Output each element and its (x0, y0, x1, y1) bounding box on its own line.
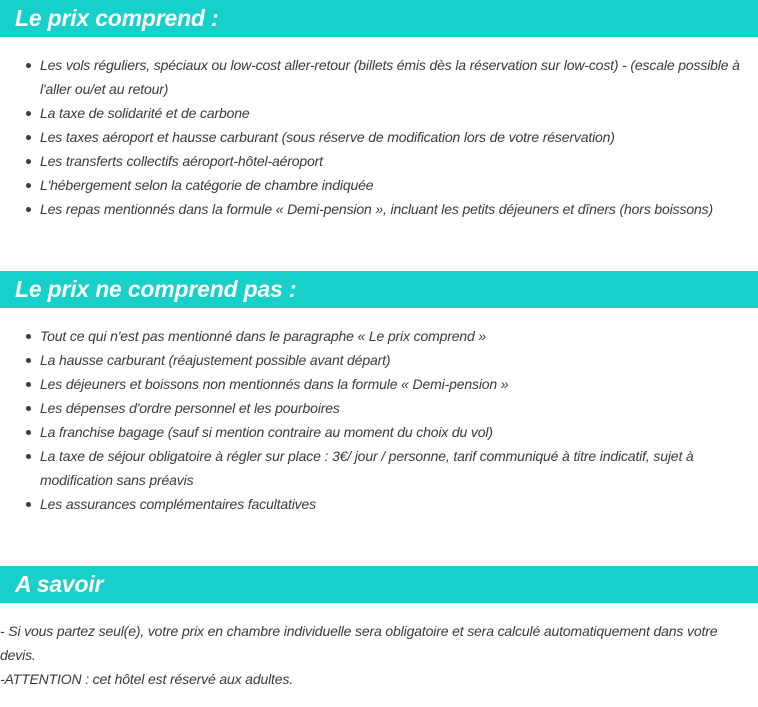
note-text: -ATTENTION : cet hôtel est réservé aux adultes. (0, 671, 294, 687)
bullet-icon (26, 502, 31, 507)
list-item (0, 173, 758, 197)
list-item (0, 396, 758, 420)
list-item-text: Les repas mentionnés dans la formule « Demi-pension », incluant les petits déjeuners et dîners (hors boissons) (40, 201, 713, 217)
bullet-icon (26, 183, 31, 188)
list-item-text: Les assurances complémentaires facultatives (40, 496, 317, 512)
list-item-text: Les taxes aéroport et hausse carburant (sous réserve de modification lors de votre réservation) (40, 129, 615, 145)
list-item (0, 101, 758, 125)
note-text: - Si vous partez seul(e), votre prix en chambre individuelle sera obligatoire et sera calculé automatiquement dans votre devis. (0, 623, 718, 663)
bullet-icon (26, 382, 31, 387)
list-item-text: Tout ce qui n'est pas mentionné dans le paragraphe « Le prix comprend » (40, 328, 487, 344)
list-item (0, 197, 758, 221)
list-item (0, 324, 758, 348)
bullet-icon (26, 406, 31, 411)
bullet-icon (26, 454, 31, 459)
list-item-text: L'hébergement selon la catégorie de chambre indiquée (40, 177, 374, 193)
list-item (0, 444, 758, 492)
section-header-not-included (0, 271, 758, 308)
included-list (0, 53, 758, 221)
bullet-icon (26, 63, 31, 68)
bullet-icon (26, 159, 31, 164)
bullet-icon (26, 111, 31, 116)
list-item-text: Les vols réguliers, spéciaux ou low-cost aller-retour (billets émis dès la réservation sur low-cost) - (escale possible à l'aller ou/et au retour) (40, 57, 740, 97)
section-title: A savoir (15, 571, 104, 597)
bullet-icon (26, 430, 31, 435)
list-item (0, 372, 758, 396)
list-item (0, 492, 758, 516)
bullet-icon (26, 334, 31, 339)
section-title: Le prix comprend : (15, 5, 219, 31)
bullet-icon (26, 358, 31, 363)
list-item-text: Les transferts collectifs aéroport-hôtel-aéroport (40, 153, 323, 169)
section-title: Le prix ne comprend pas : (15, 276, 297, 302)
list-item-text: Les déjeuners et boissons non mentionnés dans la formule « Demi-pension » (40, 376, 509, 392)
good-to-know-notes (0, 619, 756, 691)
section-header-included (0, 0, 758, 37)
bullet-icon (26, 207, 31, 212)
list-item (0, 53, 758, 101)
list-item (0, 149, 758, 173)
list-item-text: La franchise bagage (sauf si mention contraire au moment du choix du vol) (40, 424, 493, 440)
list-item-text: La taxe de séjour obligatoire à régler sur place : 3€/ jour / personne, tarif communiqué à titre indicatif, sujet à modification sans préavis (40, 448, 694, 488)
list-item (0, 420, 758, 444)
list-item-text: La hausse carburant (réajustement possible avant départ) (40, 352, 391, 368)
list-item-text: La taxe de solidarité et de carbone (40, 105, 250, 121)
list-item (0, 125, 758, 149)
list-item-text: Les dépenses d'ordre personnel et les pourboires (40, 400, 340, 416)
section-header-good-to-know (0, 566, 758, 603)
list-item (0, 348, 758, 372)
not-included-list (0, 324, 758, 516)
bullet-icon (26, 135, 31, 140)
